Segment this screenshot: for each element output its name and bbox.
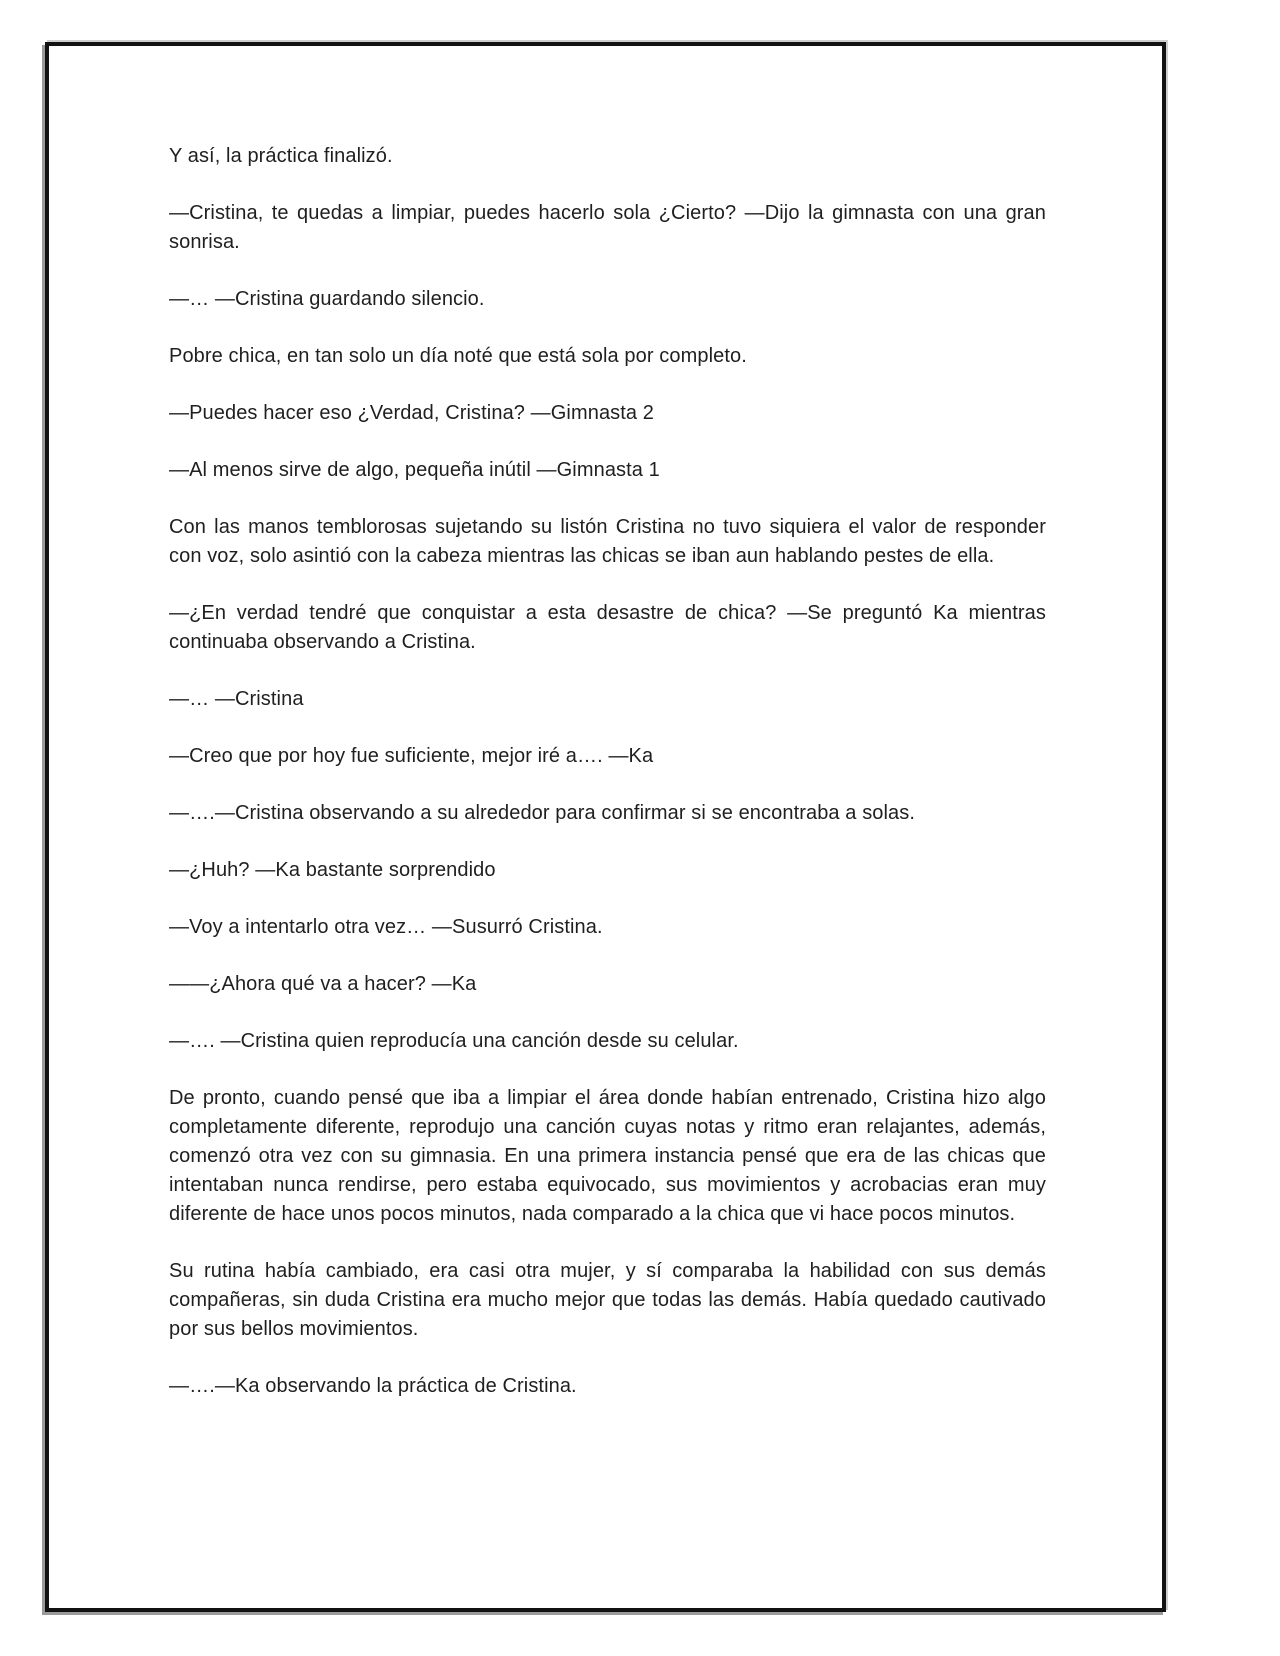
page-border-frame xyxy=(45,42,1166,1612)
paragraph: —…. —Cristina quien reproducía una canción desde su celular. xyxy=(169,1030,739,1052)
paragraph: ——¿Ahora qué va a hacer? —Ka xyxy=(169,973,477,995)
paragraph: Con las manos temblorosas sujetando su listón Cristina no tuvo siquiera el valor de responder con voz, solo asintió con la cabeza mientras las chicas se iban aun hablando pestes de ella. xyxy=(169,516,1046,567)
paragraph: —….—Cristina observando a su alrededor para confirmar si se encontraba a solas. xyxy=(169,802,916,824)
paragraph: De pronto, cuando pensé que iba a limpiar el área donde habían entrenado, Cristina hizo algo completamente diferente, reprodujo una canción cuyas notas y ritmo eran relajantes, además, comenzó otra vez con su gimnasia. En una primera instancia pensé que era de las chicas que intentaban nunca rendirse, pero estaba equivocado, sus movimientos y acrobacias eran muy diferente de hace unos pocos minutos, nada comparado a la chica que vi hace pocos minutos. xyxy=(169,1087,1046,1225)
paragraph: —Creo que por hoy fue suficiente, mejor iré a…. —Ka xyxy=(169,745,654,767)
paragraph: Pobre chica, en tan solo un día noté que está sola por completo. xyxy=(169,345,747,367)
paragraph: —Cristina, te quedas a limpiar, puedes hacerlo sola ¿Cierto? —Dijo la gimnasta con una gran sonrisa. xyxy=(169,202,1046,253)
paragraph: Y así, la práctica finalizó. xyxy=(169,145,393,167)
paragraph: —Al menos sirve de algo, pequeña inútil —Gimnasta 1 xyxy=(169,459,660,481)
paragraph: —Voy a intentarlo otra vez… —Susurró Cristina. xyxy=(169,916,603,938)
paragraph: —….—Ka observando la práctica de Cristina. xyxy=(169,1375,577,1397)
paragraph: —¿En verdad tendré que conquistar a esta desastre de chica? —Se preguntó Ka mientras continuaba observando a Cristina. xyxy=(169,602,1046,653)
paragraph: Su rutina había cambiado, era casi otra mujer, y sí comparaba la habilidad con sus demás compañeras, sin duda Cristina era mucho mejor que todas las demás. Había quedado cautivado por sus bellos movimientos. xyxy=(169,1260,1046,1340)
paragraph: —¿Huh? —Ka bastante sorprendido xyxy=(169,859,496,881)
paragraph: —… —Cristina guardando silencio. xyxy=(169,288,485,310)
paragraph: —… —Cristina xyxy=(169,688,304,710)
paragraph: —Puedes hacer eso ¿Verdad, Cristina? —Gimnasta 2 xyxy=(169,402,655,424)
